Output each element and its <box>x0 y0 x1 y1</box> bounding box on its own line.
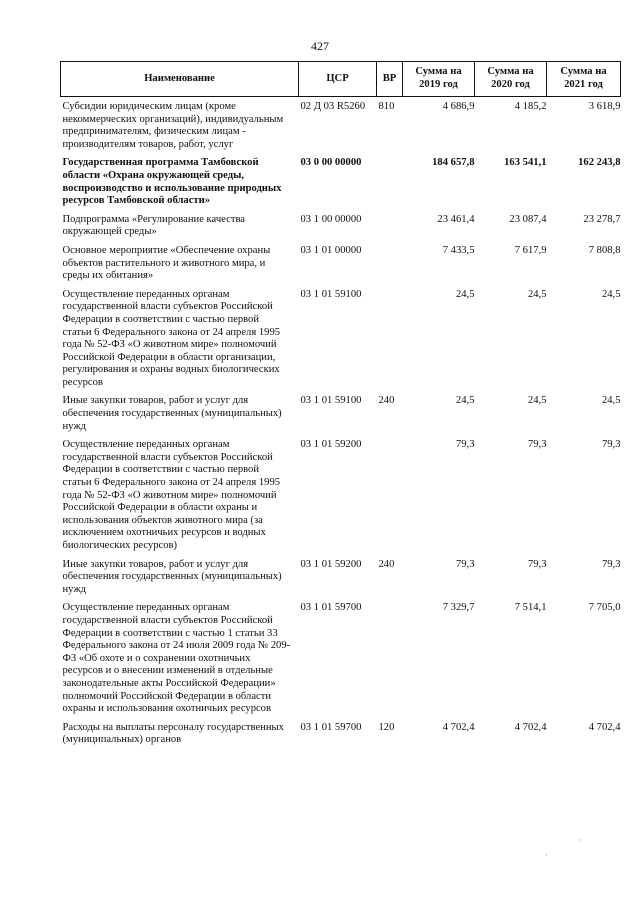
row-sum-2019: 24,5 <box>455 288 475 300</box>
scan-mark: · <box>578 835 581 845</box>
table-body <box>61 97 621 749</box>
row-name: Иные закупки товаров, работ и услуг для обеспечения государственных (муниципальных) нужд <box>62 558 282 595</box>
row-sum-2020: 4 185,2 <box>514 101 547 112</box>
row-vr-code <box>377 153 403 209</box>
row-csr-code: 03 1 01 59200 <box>300 439 362 451</box>
row-csr-code: 03 1 01 59100 <box>300 395 362 407</box>
row-sum-2020: 79,3 <box>527 558 547 570</box>
row-vr-code <box>377 598 403 717</box>
row-vr-code <box>377 285 403 392</box>
row-sum-2021: 162 243,8 <box>578 157 621 169</box>
table-row <box>61 598 621 717</box>
row-sum-2020: 23 087,4 <box>509 213 547 225</box>
header-sum-2021: Сумма на 2021 год <box>547 62 621 97</box>
row-sum-2019: 23 461,4 <box>437 213 475 225</box>
table-row <box>61 285 621 392</box>
row-sum-2019: 24,5 <box>455 395 475 407</box>
row-vr-code <box>377 435 403 554</box>
row-name: Осуществление переданных органам государственной власти субъектов Российской Федерации в соответствии с частью 1 статьи 33 Федерального закона от 24 июля 2009 года № 209-ФЗ «Об охоте и о сохранении охотничьих ресурсов и о внесении изменений в отдельные законодательные акты Российской Федерации» полномочий Российской Федерации в области охраны и использования охотничьих ресурсов <box>62 602 291 715</box>
table-row <box>61 210 621 241</box>
row-vr-code <box>377 210 403 241</box>
table-header <box>61 62 621 97</box>
row-sum-2019: 4 686,9 <box>442 101 475 112</box>
row-sum-2021: 7 808,8 <box>588 244 621 256</box>
row-sum-2021: 3 618,9 <box>588 101 621 112</box>
row-csr-code: 03 1 01 59700 <box>300 721 362 733</box>
row-name: Расходы на выплаты персоналу государственных (муниципальных) органов <box>62 721 284 746</box>
table-row <box>61 555 621 599</box>
table-row <box>61 241 621 285</box>
row-vr-code <box>377 241 403 285</box>
row-sum-2021: 24,5 <box>601 395 621 407</box>
table-row <box>61 97 621 154</box>
row-csr-code: 03 0 00 00000 <box>300 157 362 169</box>
row-vr-code: 240 <box>378 395 395 407</box>
row-csr-code: 03 1 01 59200 <box>300 558 362 570</box>
row-csr-code: 02 Д 03 R5260 <box>300 101 366 112</box>
row-vr-code: 240 <box>378 558 395 570</box>
row-sum-2019: 79,3 <box>455 439 475 451</box>
row-sum-2019: 4 702,4 <box>442 721 475 733</box>
row-vr-code: 120 <box>378 721 395 733</box>
row-name: Субсидии юридическим лицам (кроме некоммерческих организаций), индивидуальным предпринимателям, физическим лицам - производителям товаров, работ, услуг <box>62 101 284 150</box>
row-csr-code: 03 1 01 00000 <box>300 244 362 256</box>
header-csr: ЦСР <box>299 62 377 97</box>
row-csr-code: 03 1 00 00000 <box>300 213 362 225</box>
table-row <box>61 153 621 209</box>
row-sum-2021: 7 705,0 <box>588 602 621 614</box>
row-sum-2021: 79,3 <box>601 558 621 570</box>
row-sum-2020: 24,5 <box>527 395 547 407</box>
row-name: Основное мероприятие «Обеспечение охраны объектов растительного и животного мира, и среды их обитания» <box>62 244 271 282</box>
header-sum-2019: Сумма на 2019 год <box>403 62 475 97</box>
header-sum-2020: Сумма на 2020 год <box>475 62 547 97</box>
row-sum-2019: 184 657,8 <box>432 157 475 169</box>
row-name: Осуществление переданных органам государственной власти субъектов Российской Федерации в соответствии с частью первой статьи 6 Федерального закона от 24 апреля 1995 года № 52-ФЗ «О животном мире» полномочий Российской Федерации в области организации, регулирования и охраны водных биологических ресурсов <box>62 288 281 388</box>
row-sum-2019: 7 433,5 <box>442 244 475 256</box>
row-csr-code: 03 1 01 59700 <box>300 602 362 614</box>
row-name: Иные закупки товаров, работ и услуг для обеспечения государственных (муниципальных) нужд <box>62 395 282 432</box>
row-csr-code: 03 1 01 59100 <box>300 288 362 300</box>
table-row <box>61 718 621 749</box>
row-name: Осуществление переданных органам государственной власти субъектов Российской Федерации в соответствии с частью первой статьи 6 Федерального закона от 24 апреля 1995 года № 52-ФЗ «О животном мире» полномочий Российской Федерации в области охраны и использования объектов животного мира (за исключением охотничьих ресурсов и водных биологических ресурсов) <box>62 439 281 551</box>
header-vr: ВР <box>377 62 403 97</box>
budget-table <box>60 61 621 749</box>
row-sum-2021: 24,5 <box>601 288 621 300</box>
row-sum-2019: 7 329,7 <box>442 602 475 614</box>
row-sum-2020: 79,3 <box>527 439 547 451</box>
row-sum-2020: 24,5 <box>527 288 547 300</box>
row-sum-2021: 79,3 <box>601 439 621 451</box>
row-sum-2020: 163 541,1 <box>504 157 547 169</box>
row-sum-2020: 4 702,4 <box>514 721 547 733</box>
row-vr-code: 810 <box>378 101 395 112</box>
row-name: Государственная программа Тамбовской области «Охрана окружающей среды, воспроизводство и использование природных ресурсов Тамбовской области» <box>62 157 282 207</box>
row-sum-2021: 23 278,7 <box>583 213 621 225</box>
header-name: Наименование <box>61 62 299 97</box>
table-row <box>61 435 621 554</box>
row-sum-2021: 4 702,4 <box>588 721 621 733</box>
scan-mark: · <box>545 850 548 860</box>
row-sum-2020: 7 514,1 <box>514 602 547 614</box>
page-number: 427 <box>311 39 329 53</box>
row-sum-2020: 7 617,9 <box>514 244 547 256</box>
row-sum-2019: 79,3 <box>455 558 475 570</box>
row-name: Подпрограмма «Регулирование качества окружающей среды» <box>62 213 246 238</box>
table-row <box>61 391 621 435</box>
